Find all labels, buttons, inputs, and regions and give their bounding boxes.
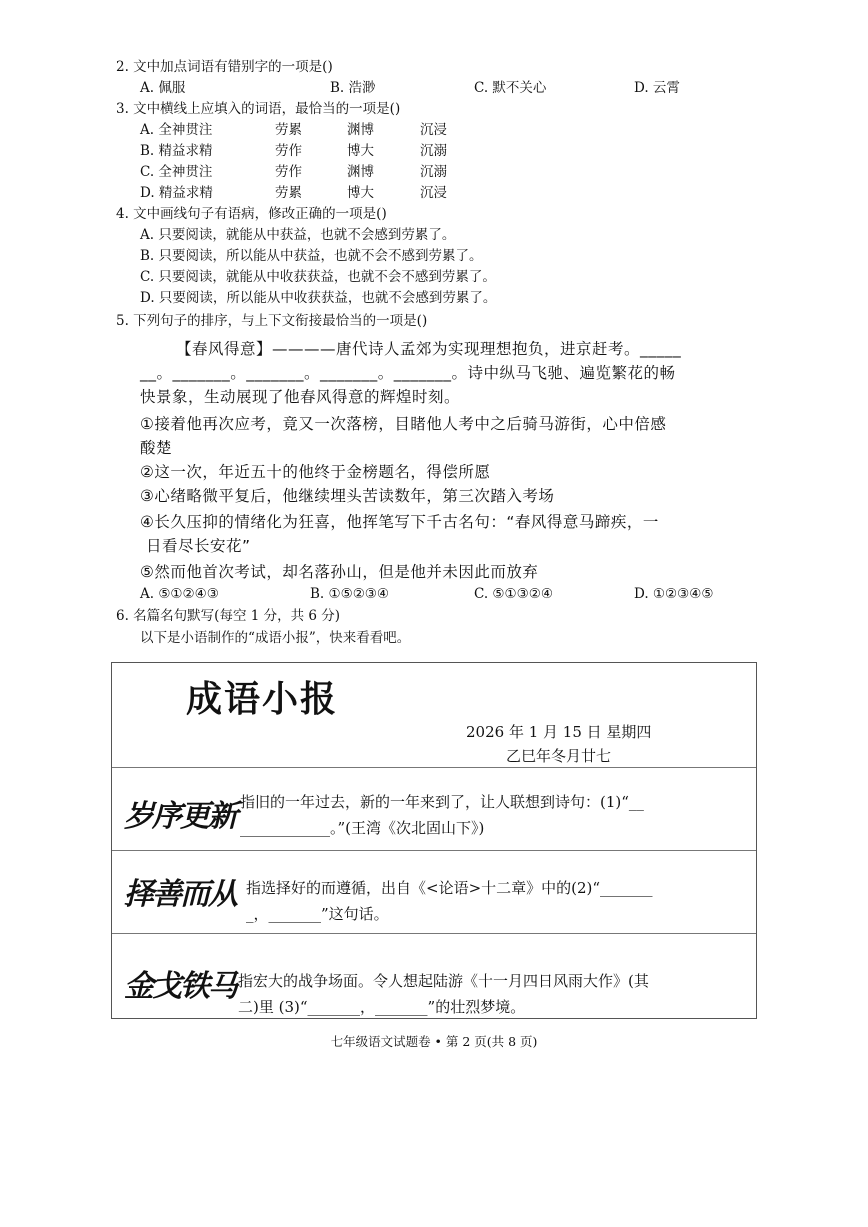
q4-option-c: C. 只要阅读，就能从中收获获益，也就不会不感到劳累了。	[140, 269, 496, 285]
q2-option-b: B. 浩渺	[330, 80, 376, 96]
q3-b-col4: 沉溺	[420, 143, 447, 159]
q3-c-col4: 沉溺	[420, 164, 447, 180]
q5-sentence-5: ⑤然而他首次考试，却名落孙山，但是他并未因此而放弃	[140, 563, 539, 581]
q3-b-col1: B. 精益求精	[140, 143, 213, 159]
q5-sentence-4: ④长久压抑的情绪化为狂喜，他挥笔写下千古名句：“春风得意马蹄疾，一	[140, 513, 659, 531]
q3-a-col1: A. 全神贯注	[140, 122, 213, 138]
newspaper-title: 成语小报	[186, 678, 339, 720]
divider	[112, 850, 756, 851]
idiom-newspaper	[111, 662, 757, 1019]
idiom-2-calligraphy: 择善而从	[124, 877, 236, 912]
q5-sentence-4-cont: 日看尽长安花”	[146, 537, 251, 555]
newspaper-lunar-date: 乙巳年冬月廿七	[506, 747, 612, 765]
q5-sentence-1: ①接着他再次应考，竟又一次落榜，目睹他人考中之后骑马游街，心中倍感	[140, 415, 667, 433]
q2-option-c: C. 默不关心	[474, 80, 547, 96]
q3-c-col2: 劳作	[275, 164, 302, 180]
q6-intro: 以下是小语制作的“成语小报”，快来看看吧。	[140, 630, 411, 646]
idiom-1-line-1: 指旧的一年过去，新的一年来到了，让人联想到诗句：(1)“__	[240, 793, 644, 811]
q3-a-col2: 劳累	[275, 122, 302, 138]
idiom-1-line-2: ____________。”(王湾《次北固山下》)	[240, 819, 485, 837]
q3-d-col4: 沉浸	[420, 185, 447, 201]
q3-stem: 3. 文中横线上应填入的词语，最恰当的一项是()	[116, 101, 401, 117]
idiom-3-line-2: 二)里 (3)“_______，_______”的壮烈梦境。	[238, 998, 526, 1016]
q3-c-col3: 渊博	[347, 164, 374, 180]
idiom-3-line-1: 指宏大的战争场面。令人想起陆游《十一月四日风雨大作》(其	[238, 972, 649, 990]
q5-passage-line-2: __。_______。_______。_______。_______。诗中纵马飞驰、遍览繁花的畅	[140, 364, 676, 382]
q4-stem: 4. 文中画线句子有语病，修改正确的一项是()	[116, 206, 387, 222]
q3-a-col3: 渊博	[347, 122, 374, 138]
q5-option-d: D. ①②③④⑤	[634, 586, 714, 602]
idiom-3-text	[238, 968, 649, 1020]
q3-d-col3: 博大	[347, 185, 374, 201]
q2-stem: 2. 文中加点词语有错别字的一项是()	[116, 59, 333, 75]
q5-sentence-1-cont: 酸楚	[140, 439, 173, 457]
q4-option-b: B. 只要阅读，所以能从中获益，也就不会不感到劳累了。	[140, 248, 483, 264]
q5-passage-line-1: 【春风得意】————唐代诗人孟郊为实现理想抱负，进京赶考。_____	[176, 340, 682, 358]
q3-d-col2: 劳累	[275, 185, 302, 201]
q5-option-a: A. ⑤①②④③	[140, 586, 219, 602]
q6-stem: 6. 名篇名句默写(每空 1 分，共 6 分)	[116, 608, 341, 624]
q3-b-col2: 劳作	[275, 143, 302, 159]
q3-d-col1: D. 精益求精	[140, 185, 213, 201]
q3-c-col1: C. 全神贯注	[140, 164, 213, 180]
idiom-1-text	[240, 789, 644, 841]
q5-sentence-2: ②这一次，年近五十的他终于金榜题名，得偿所愿	[140, 463, 491, 481]
q5-passage-line-3: 快景象，生动展现了他春风得意的辉煌时刻。	[140, 388, 461, 406]
idiom-2-line-1: 指选择好的而遵循，出自《<论语>十二章》中的(2)“_______	[246, 879, 653, 897]
q5-sentence-3: ③心绪略微平复后，他继续埋头苦读数年，第三次踏入考场	[140, 487, 555, 505]
newspaper-date: 2026 年 1 月 15 日 星期四	[466, 723, 652, 741]
divider	[112, 933, 756, 934]
q3-a-col4: 沉浸	[420, 122, 447, 138]
q5-option-c: C. ⑤①③②④	[474, 586, 553, 602]
page-footer: 七年级语文试题卷 • 第 2 页(共 8 页)	[330, 1034, 538, 1049]
divider	[112, 767, 756, 768]
idiom-1-calligraphy: 岁序更新	[124, 799, 236, 834]
q5-option-b: B. ①⑤②③④	[310, 586, 390, 602]
idiom-3-calligraphy: 金戈铁马	[124, 969, 236, 1004]
q4-option-d: D. 只要阅读，所以能从中收获获益，也就不会感到劳累了。	[140, 290, 497, 306]
q4-option-a: A. 只要阅读，就能从中获益，也就不会感到劳累了。	[140, 227, 456, 243]
q3-b-col3: 博大	[347, 143, 374, 159]
idiom-2-line-2: _，_______”这句话。	[246, 905, 389, 923]
q2-option-a: A. 佩服	[140, 80, 186, 96]
idiom-2-text	[246, 875, 653, 927]
q5-stem: 5. 下列句子的排序，与上下文衔接最恰当的一项是()	[116, 313, 428, 329]
q2-option-d: D. 云霄	[634, 80, 680, 96]
